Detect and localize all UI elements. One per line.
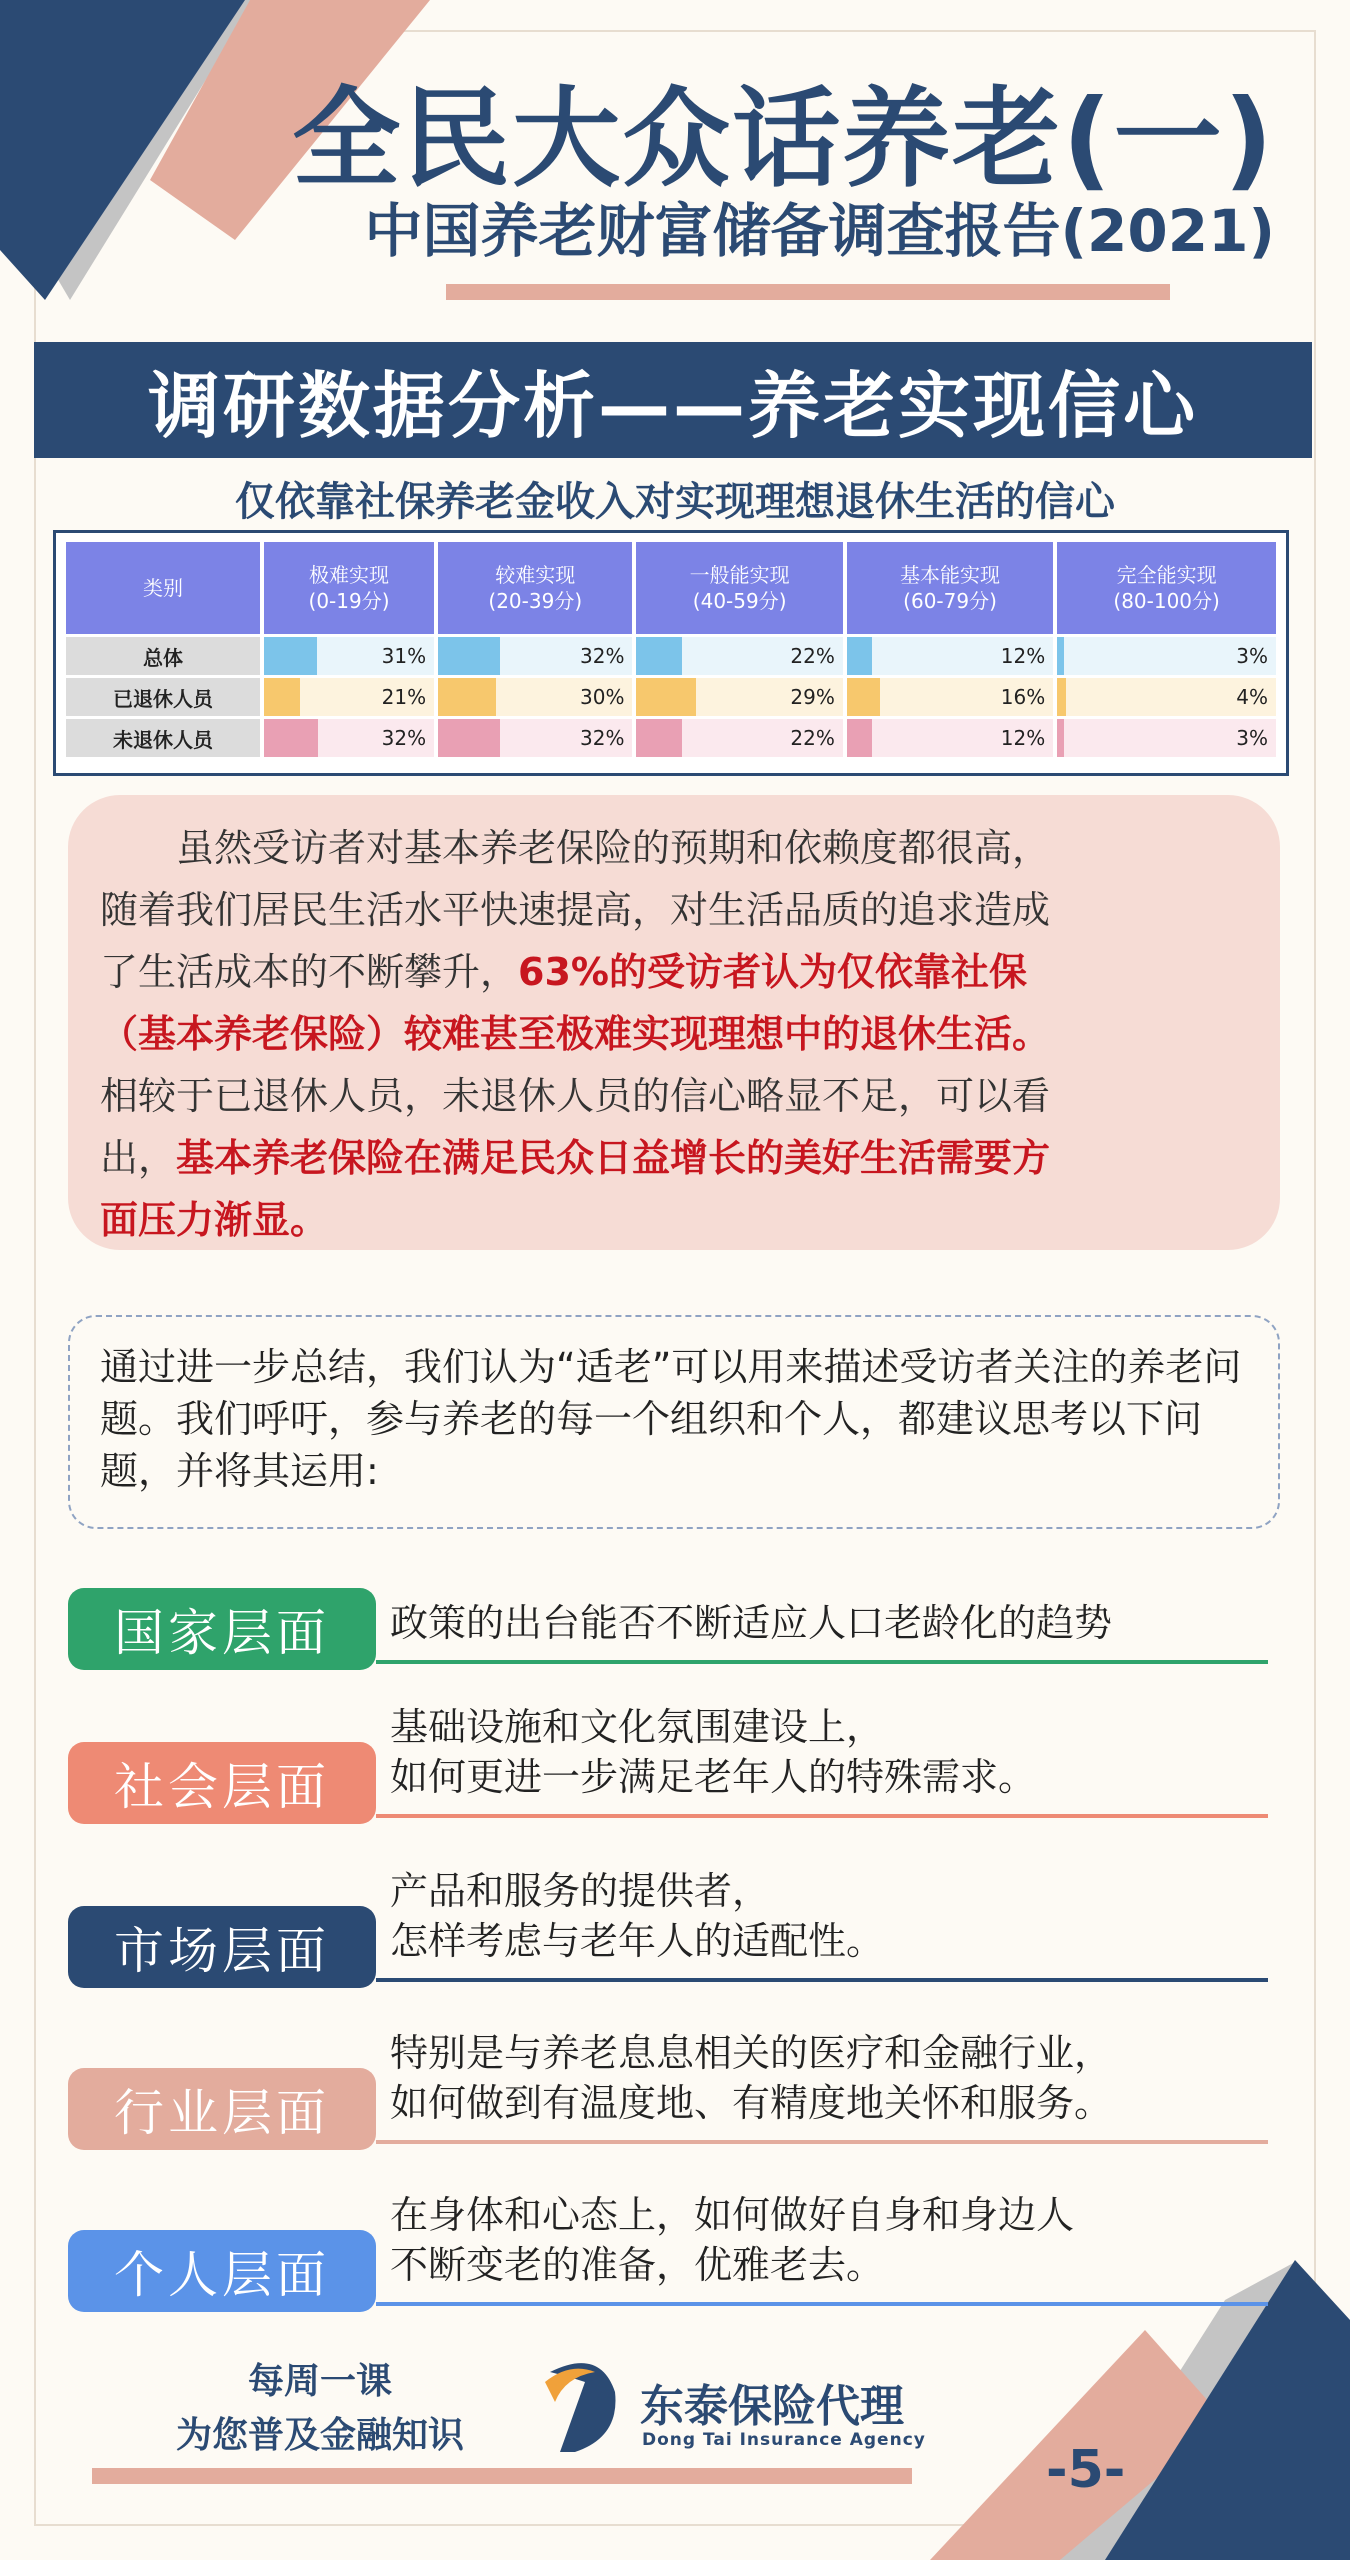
column-header [438,542,632,634]
analysis-text: 出， [100,1136,177,1180]
level-label: 行业层面 [68,2068,376,2150]
column-header-name: 基本能实现 [900,563,1001,587]
page-subtitle: 中国养老财富储备调查报告(2021) [364,197,1275,265]
column-header-range: (20-39分) [488,589,583,613]
summary-paragraph: 通过进一步总结，我们认为“适老”可以用来描述受访者关注的养老问题。我们呼吁，参与养老的每一个组织和个人，都建议思考以下问题，并将其运用: [68,1315,1280,1529]
table-cell [847,637,1053,675]
level-underline [376,1814,1268,1818]
analysis-text: 随着我们居民生活水平快速提高，对生活品质的追求造成 [100,888,1051,932]
data-bar [636,719,681,757]
analysis-highlight: （基本养老保险）较难甚至极难实现理想中的退休生活。 [100,1012,1051,1056]
footer-slogan [140,2355,500,2463]
level-underline [376,2302,1268,2306]
level-underline [376,2140,1268,2144]
cell-value: 12% [1000,726,1046,750]
analysis-line-4 [100,1003,1240,1065]
data-bar-cell [636,719,842,757]
data-bar-cell [264,719,434,757]
cell-value: 31% [381,644,427,668]
analysis-line-5 [100,1065,1240,1127]
level-description [390,2028,1112,2128]
level-description-line-1: 产品和服务的提供者， [390,1869,771,1913]
level-description-line-1: 特别是与养老息息相关的医疗和金融行业， [390,2031,1113,2075]
data-bar-cell [847,678,1053,716]
column-header-name: 较难实现 [495,563,576,587]
data-bar-cell [264,678,434,716]
analysis-line-6 [100,1127,1240,1189]
data-bar [636,678,696,716]
level-description [390,1866,884,1966]
data-bar [264,637,317,675]
analysis-highlight: 面压力渐显。 [100,1198,329,1242]
data-bar-cell [847,637,1053,675]
table-cell [264,719,434,757]
level-description [390,1598,1112,1648]
cell-value: 16% [1000,685,1046,709]
level-description-line-2: 如何做到有温度地、有精度地关怀和服务。 [390,2081,1113,2125]
analysis-line-7 [100,1189,1240,1251]
data-bar [847,637,872,675]
cell-value: 32% [580,726,625,750]
confidence-table [53,530,1289,776]
analysis-line-3 [100,941,1240,1003]
section-banner: 调研数据分析——养老实现信心 [34,342,1312,458]
column-header-range: (80-100分) [1113,589,1220,613]
table-title: 仅依靠社保养老金收入对实现理想退休生活的信心 [235,479,1115,525]
data-bar [1057,678,1066,716]
data-bar-cell [1057,637,1276,675]
level-label: 个人层面 [68,2230,376,2312]
cell-value: 4% [1236,685,1268,709]
data-bar [847,678,880,716]
level-description-line-1: 基础设施和文化氛围建设上， [390,1705,885,1749]
analysis-text: 了生活成本的不断攀升， [100,950,519,994]
level-description [390,2190,1074,2290]
analysis-text: 虽然受访者对基本养老保险的预期和依赖度都很高， [176,826,1051,870]
level-description [390,1702,1036,1802]
data-table [62,539,1280,760]
table-cell [264,637,434,675]
table-row [66,637,1276,675]
table-cell [636,678,842,716]
data-bar-cell [1057,719,1276,757]
table-cell [636,719,842,757]
data-bar-cell [438,678,632,716]
cell-value: 3% [1236,644,1268,668]
data-bar-cell [264,637,434,675]
column-header-name: 一般能实现 [689,563,790,587]
cell-value: 12% [1000,644,1046,668]
data-bar-cell [438,719,632,757]
level-description-line-2: 不断变老的准备，优雅老去。 [390,2243,885,2287]
page-title: 全民大众话养老(一) [292,77,1275,202]
column-header-name: 类别 [143,576,183,600]
column-header-range: (0-19分) [308,589,390,613]
column-header-name: 极难实现 [309,563,390,587]
footer-underline [92,2468,912,2484]
brand-name: 东泰保险代理 [640,2381,904,2432]
data-bar [1057,719,1064,757]
analysis-highlight: 基本养老保险在满足民众日益增长的美好生活需要方 [176,1136,1051,1180]
analysis-line-2 [100,879,1240,941]
cell-value: 3% [1236,726,1268,750]
table-cell [438,637,632,675]
table-cell [264,678,434,716]
analysis-line-1 [100,817,1240,879]
data-bar [1057,637,1064,675]
column-header [66,542,260,634]
level-underline [376,1660,1268,1664]
data-bar [438,637,500,675]
row-label: 未退休人员 [66,719,260,757]
data-bar-cell [438,637,632,675]
level-description-line-1: 在身体和心态上，如何做好自身和身边人 [390,2193,1075,2237]
table-header-row [66,542,1276,634]
table-cell [636,637,842,675]
cell-value: 22% [790,644,835,668]
row-label: 总体 [66,637,260,675]
analysis-text: 相较于已退休人员，未退休人员的信心略显不足，可以看 [100,1074,1051,1118]
level-description-line-2: 如何更进一步满足老年人的特殊需求。 [390,1755,1037,1799]
table-body [66,637,1276,757]
column-header [847,542,1053,634]
level-label: 社会层面 [68,1742,376,1824]
table-cell [1057,637,1276,675]
footer-slogan-line-1: 每周一课 [247,2361,392,2402]
level-description-line-2: 怎样考虑与老年人的适配性。 [390,1919,885,1963]
column-header [636,542,842,634]
page-number: -5- [1046,2440,1126,2500]
level-label: 国家层面 [68,1588,376,1670]
row-label: 已退休人员 [66,678,260,716]
cell-value: 32% [580,644,625,668]
column-header-name: 完全能实现 [1116,563,1217,587]
title-underline [446,284,1170,300]
cell-value: 21% [381,685,427,709]
column-header [264,542,434,634]
data-bar [438,719,500,757]
data-bar-cell [1057,678,1276,716]
level-underline [376,1978,1268,1982]
cell-value: 22% [790,726,835,750]
data-bar-cell [636,678,842,716]
table-cell [438,719,632,757]
data-bar [847,719,872,757]
data-bar [636,637,681,675]
data-bar [438,678,496,716]
data-bar-cell [636,637,842,675]
table-cell [1057,719,1276,757]
data-bar [264,678,300,716]
table-row [66,678,1276,716]
table-row [66,719,1276,757]
table-cell [1057,678,1276,716]
analysis-paragraph [68,795,1280,1250]
analysis-highlight: 63%的受访者认为仅依靠社保 [518,950,1027,994]
cell-value: 30% [580,685,625,709]
column-header [1057,542,1276,634]
data-bar [264,719,318,757]
table-cell [847,678,1053,716]
data-bar-cell [847,719,1053,757]
table-cell [847,719,1053,757]
table-cell [438,678,632,716]
footer-slogan-line-2: 为您普及金融知识 [175,2415,464,2456]
company-logo-icon [540,2352,620,2462]
brand-name-en: Dong Tai Insurance Agency [642,2430,926,2450]
level-description-line-1: 政策的出台能否不断适应人口老龄化的趋势 [390,1601,1113,1645]
cell-value: 32% [381,726,427,750]
level-label: 市场层面 [68,1906,376,1988]
column-header-range: (60-79分) [903,589,997,613]
cell-value: 29% [790,685,835,709]
column-header-range: (40-59分) [692,589,787,613]
